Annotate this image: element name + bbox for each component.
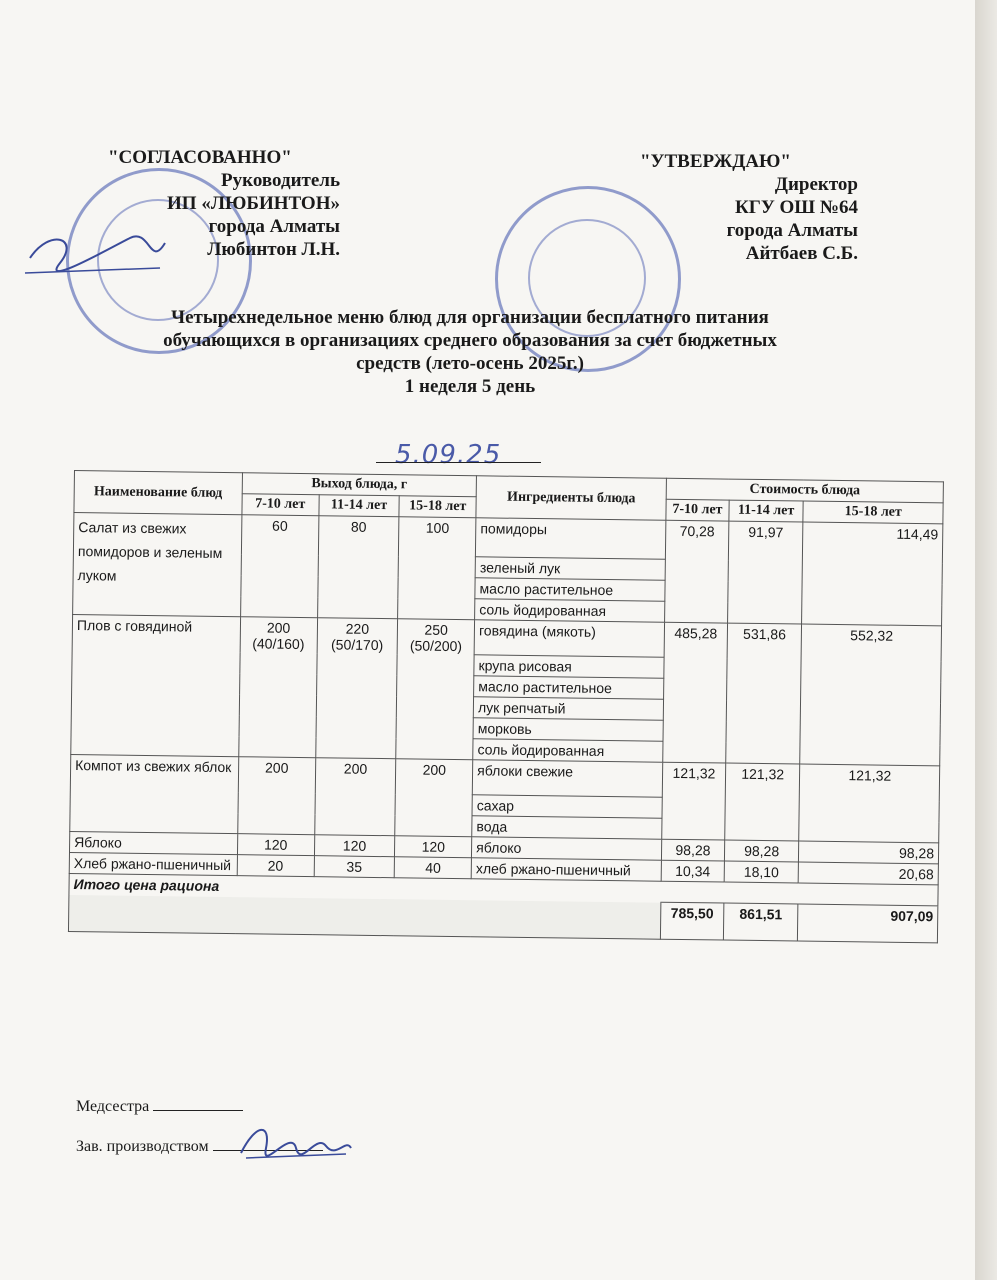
cost-7-10: 98,28 [662, 839, 725, 861]
cost-7-10: 485,28 [663, 622, 727, 763]
yield-7-10: 200 [237, 757, 315, 835]
cost-15-18: 114,49 [802, 522, 943, 626]
cost-11-14: 18,10 [724, 861, 799, 883]
approval-right-city: города Алматы [726, 220, 858, 241]
cost-11-14: 91,97 [727, 521, 803, 624]
cost-11-14: 121,32 [724, 763, 800, 841]
approval-left-name: Любинтон Л.Н. [207, 239, 340, 260]
menu-table [68, 470, 944, 943]
ingredient: говядина (мякоть) [474, 620, 664, 657]
cost-15-18: 121,32 [799, 764, 940, 843]
date-underline [376, 462, 541, 463]
dish-name: Плов с говядиной [71, 614, 241, 756]
header-cost-age-7-10: 7-10 лет [666, 499, 729, 521]
yield-15-18: 40 [395, 857, 472, 879]
header-cost-age-15-18: 15-18 лет [803, 501, 943, 524]
yield-7-10: 20 [237, 855, 314, 877]
ingredient: лук репчатый [473, 697, 663, 720]
header-cost: Стоимость блюда [666, 478, 943, 503]
ingredient: помидоры [476, 518, 666, 559]
yield-11-14: 200 [314, 758, 396, 836]
approval-right-name: Айтбаев С.Б. [745, 243, 858, 264]
title-line-2: обучающихся в организациях среднего образования за счет бюджетных [163, 330, 777, 351]
ingredient: соль йодированная [473, 739, 663, 762]
ingredient: крупа рисовая [474, 655, 664, 678]
approval-left-city: города Алматы [208, 216, 340, 237]
manager-signature-icon [236, 1118, 356, 1168]
yield-15-18: 120 [395, 836, 472, 858]
header-yield-age-7-10: 7-10 лет [242, 494, 319, 516]
page-edge-shadow [975, 0, 997, 1280]
approval-right-org: КГУ ОШ №64 [734, 197, 858, 218]
yield-7-10: 200 (40/160) [238, 617, 317, 758]
total-label: Итого цена рациона [69, 873, 938, 905]
cost-15-18: 98,28 [799, 841, 939, 864]
cost-15-18: 552,32 [800, 624, 941, 766]
cost-11-14: 98,28 [724, 840, 799, 862]
header-dish-name: Наименование блюд [74, 471, 242, 515]
title-line-1: Четырехнедельное меню блюд для организации бесплатного питания [171, 307, 769, 328]
ingredient: зеленый лук [475, 557, 665, 580]
header-yield: Выход блюда, г [242, 473, 477, 497]
total-spacer [68, 894, 661, 939]
dish-name: Салат из свежих помидоров и зеленым луком [73, 513, 242, 617]
nurse-signature-line [153, 1110, 243, 1111]
approval-right-role: Директор [774, 174, 858, 195]
yield-7-10: 60 [240, 515, 318, 618]
approval-left-block [100, 146, 340, 261]
header-yield-age-11-14: 11-14 лет [318, 495, 399, 517]
header-ingredients: Ингредиенты блюда [476, 476, 666, 520]
approval-right-block [640, 150, 858, 265]
yield-15-18: 200 [395, 759, 473, 837]
approval-left-role: Руководитель [221, 170, 340, 191]
footer-nurse [76, 1098, 243, 1116]
ingredient: сахар [472, 795, 662, 818]
ingredient: соль йодированная [475, 599, 665, 622]
total-cost-7-10: 785,50 [660, 902, 723, 940]
approval-left-org: ИП «ЛЮБИНТОН» [167, 193, 340, 214]
ingredient: хлеб ржано-пшеничный [471, 858, 661, 881]
yield-11-14: 80 [317, 516, 399, 619]
header-yield-age-15-18: 15-18 лет [399, 496, 476, 518]
menu-title [80, 306, 860, 398]
title-line-4: 1 неделя 5 день [404, 376, 536, 397]
yield-15-18: 100 [398, 517, 476, 620]
title-line-3: средств (лето-осень 2025г.) [356, 353, 584, 374]
ingredient: вода [472, 816, 662, 839]
dish-name: Компот из свежих яблок [70, 754, 239, 833]
dish-name: Хлеб ржано-пшеничный [69, 852, 237, 875]
ingredient: яблоко [472, 837, 662, 860]
nurse-label: Медсестра [76, 1098, 150, 1115]
cost-15-18: 20,68 [799, 862, 939, 885]
yield-11-14: 35 [314, 856, 395, 878]
yield-11-14: 120 [314, 835, 395, 857]
manager-label: Зав. производством [76, 1138, 209, 1155]
ingredient: морковь [473, 718, 663, 741]
total-cost-11-14: 861,51 [723, 903, 798, 941]
ingredient: яблоки свежие [472, 760, 662, 797]
handwritten-date: 5.09.25 [395, 440, 502, 470]
header-cost-age-11-14: 11-14 лет [729, 500, 804, 522]
yield-15-18: 250 (50/200) [396, 619, 475, 760]
ingredient: масло растительное [475, 578, 665, 601]
total-cost-15-18: 907,09 [798, 904, 938, 943]
ingredient: масло растительное [474, 676, 664, 699]
cost-7-10: 121,32 [662, 762, 726, 840]
cost-11-14: 531,86 [725, 623, 802, 764]
yield-11-14: 220 (50/170) [315, 618, 398, 759]
dish-name: Яблоко [69, 831, 237, 854]
cost-7-10: 10,34 [661, 860, 724, 882]
cost-7-10: 70,28 [665, 520, 729, 623]
approval-left-heading: "СОГЛАСОВАННО" [108, 147, 292, 168]
yield-7-10: 120 [237, 834, 314, 856]
approval-right-heading: "УТВЕРЖДАЮ" [640, 151, 791, 172]
